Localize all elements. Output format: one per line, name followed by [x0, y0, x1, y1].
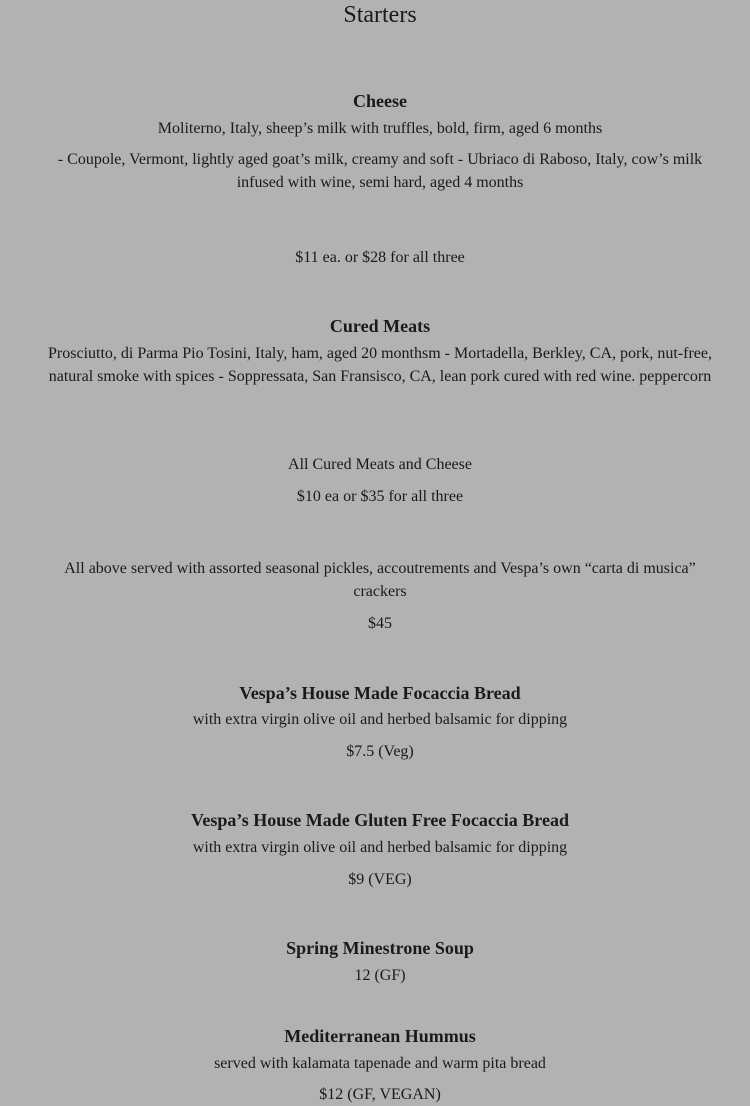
- item-heading: Spring Minestrone Soup: [286, 938, 474, 958]
- item-price: $12 (GF, VEGAN): [319, 1086, 441, 1103]
- item-description: with extra virgin olive oil and herbed balsamic for dipping: [192, 839, 568, 856]
- item-price: $10 ea or $35 for all three: [296, 488, 464, 505]
- item-description: - Coupole, Vermont, lightly aged goat’s milk, creamy and soft - Ubriaco di Raboso, Italy, cow’s milk infused with wine, semi hard, aged 4 months: [57, 151, 703, 191]
- item-price: $7.5 (Veg): [346, 743, 414, 760]
- item-heading: Mediterranean Hummus: [284, 1026, 476, 1046]
- item-heading: Cheese: [353, 91, 407, 111]
- item-price: $11 ea. or $28 for all three: [295, 249, 465, 266]
- served-with-note: All above served with assorted seasonal pickles, accoutrements and Vespa’s own “carta di musica” crackers: [64, 560, 696, 600]
- item-description: served with kalamata tapenade and warm pita bread: [214, 1055, 546, 1072]
- item-price: 12 (GF): [354, 967, 406, 984]
- item-price: $9 (VEG): [348, 871, 412, 888]
- item-heading: Vespa’s House Made Focaccia Bread: [239, 683, 521, 703]
- item-heading: Cured Meats: [329, 316, 431, 336]
- item-description: Moliterno, Italy, sheep’s milk with truffles, bold, firm, aged 6 months: [157, 120, 603, 137]
- item-description: with extra virgin olive oil and herbed balsamic for dipping: [192, 711, 568, 728]
- item-price: $45: [368, 615, 392, 632]
- item-description: Prosciutto, di Parma Pio Tosini, Italy, ham, aged 20 monthsm - Mortadella, Berkley, CA, pork, nut-free, natural smoke with spices - Soppressata, San Fransisco, CA, lean pork cured with red wine. peppercorn: [48, 345, 712, 385]
- page-title: Starters: [343, 2, 417, 28]
- combo-label: All Cured Meats and Cheese: [288, 456, 472, 473]
- item-heading: Vespa’s House Made Gluten Free Focaccia Bread: [191, 810, 569, 830]
